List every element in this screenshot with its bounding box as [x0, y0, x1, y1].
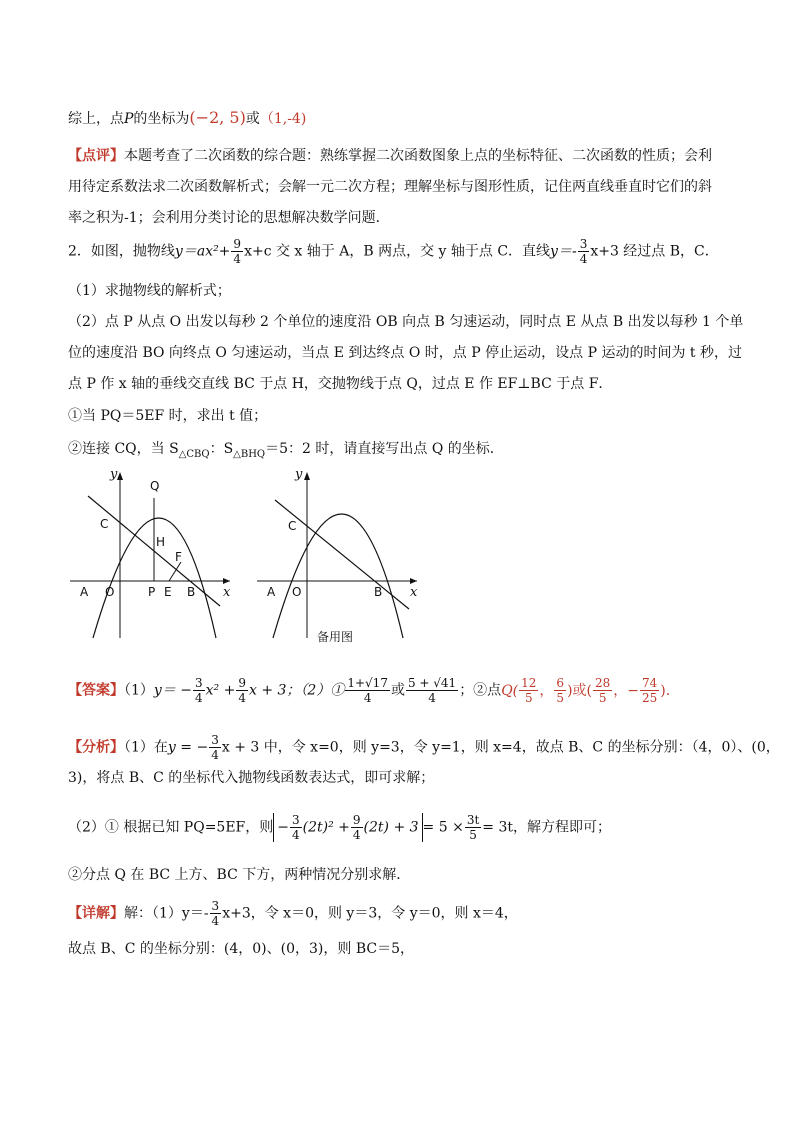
fraction: $\frac{3}{4}$	[211, 733, 219, 762]
fraction: $\frac{6}{5}$	[556, 676, 565, 705]
label-e: E	[164, 585, 172, 599]
fraction: $\frac{3t}{5}$	[466, 813, 480, 842]
comment-text-1: 本题考查了二次函数的综合题：熟练掌握二次函数图象上点的坐标特征、二次函数的性质；会利	[124, 148, 712, 164]
fraction: $\frac{3}{4}$	[211, 899, 220, 928]
comment-line-1	[68, 146, 712, 166]
analysis-line-3	[68, 813, 611, 842]
summary-text-2: 的坐标为	[133, 111, 190, 127]
answer-y: y＝ −	[153, 682, 193, 699]
label-p: P	[148, 585, 156, 599]
label-x-2: x	[410, 585, 418, 600]
detail-text-b: x+3，令 x＝0，则 y＝3，令 y＝0，则 x＝4，	[222, 905, 518, 922]
fraction: $\frac{3}{4}$	[292, 813, 300, 842]
analysis-text-a: （1）在	[124, 739, 168, 756]
analysis-text-2: 3)，将点 B、C 的坐标代入抛物线函数表达式，即可求解；	[68, 770, 435, 786]
question-2-line-3	[68, 374, 612, 394]
label-x: x	[223, 585, 231, 600]
line-eq: y＝-	[550, 243, 577, 260]
label-c-2: C	[288, 519, 297, 533]
abs-term-1: (2t)² +	[302, 819, 350, 836]
label-b-2: B	[374, 585, 383, 599]
label-o: O	[105, 585, 115, 599]
comment-line-3	[68, 208, 390, 228]
question-1	[68, 281, 231, 301]
abs-neg: −	[277, 819, 290, 836]
summary-line	[68, 108, 306, 129]
comment-text-3: 率之积为-1；会利用分类讨论的思想解决数学问题．	[68, 210, 390, 226]
sub-question-2-text: ②连接 CQ，当 S	[68, 441, 179, 457]
comment-tag: 【点评】	[68, 148, 124, 164]
analysis-line-2	[68, 768, 434, 788]
answer-x2: x² +	[205, 682, 236, 699]
analysis-text-b: x + 3 中，令 x=0，则 y=3，令 y=1，则 x=4，故点 B、C 的坐标分别：（4，0）、(0，	[221, 739, 780, 756]
or-text: 或	[245, 111, 260, 127]
absolute-value	[273, 813, 422, 842]
answer-sep: ；②点	[459, 682, 502, 699]
fraction: $\frac{1+√17}{4}$	[347, 676, 388, 705]
sub-question-1-text: ①当 PQ＝5EF 时，求出 t 值；	[68, 408, 268, 424]
analysis-line-1	[68, 733, 780, 762]
sub-question-2-text-3: ＝5：2 时，请直接写出点 Q 的坐标．	[265, 441, 504, 457]
problem-text: x+c 交 x 轴于 A，B 两点，交 y 轴于点 C．直线	[244, 243, 551, 260]
comment-line-2	[68, 177, 712, 197]
sub-question-2-text-2: ：S	[209, 441, 234, 457]
coordinate-2: （1,-4)	[259, 111, 307, 127]
question-2-text-1: （2）点 P 从点 O 出发以每秒 2 个单位的速度沿 OB 向点 B 匀速运动，同时点 E 从点 B 出发以每秒 1 个单	[68, 314, 744, 330]
answer-end: ).	[660, 682, 671, 699]
comment-text-2: 用待定系数法求二次函数解析式；会解一元二次方程；理解坐标与图形性质，记住两直线垂直时它们的斜	[68, 179, 712, 195]
answer-or-2: )或(	[567, 682, 592, 699]
question-1-text: （1）求抛物线的解析式；	[68, 283, 231, 299]
question-2-line-1	[68, 312, 743, 332]
problem-line-1	[68, 237, 719, 266]
problem-number: 2．如图，抛物线	[68, 243, 175, 260]
answer-line	[68, 676, 670, 705]
answer-comma: ，	[539, 682, 554, 699]
label-c: C	[100, 517, 109, 531]
label-o-2: O	[292, 585, 302, 599]
analysis-text-4: = 3t，解方程即可；	[482, 819, 612, 836]
parabola-eq: y＝ax²+	[174, 243, 231, 260]
answer-tag: 【答案】	[68, 682, 124, 699]
figure-main	[68, 468, 248, 640]
label-f: F	[175, 550, 182, 564]
label-b: B	[187, 585, 196, 599]
subscript-cbq: △CBQ	[178, 448, 210, 460]
figure-caption: 备用图	[317, 630, 354, 644]
fraction: $\frac{9}{4}$	[238, 676, 246, 705]
fraction: $\frac{5 + √41}{4}$	[407, 676, 457, 705]
question-2-line-2	[68, 343, 742, 363]
question-2-text-2: 位的速度沿 BO 向终点 O 匀速运动，当点 E 到达终点 O 时，点 P 停止运动，设点 P 运动的时间为 t 秒，过	[68, 345, 742, 361]
analysis-eq: = 5 ×	[422, 819, 464, 836]
detail-line-1	[68, 899, 518, 928]
label-h: H	[156, 535, 166, 549]
summary-text: 综上，点	[68, 111, 124, 127]
sub-question-2	[68, 439, 504, 465]
figure-spare	[255, 468, 435, 648]
fraction: $\frac{12}{5}$	[521, 676, 537, 705]
analysis-line-4	[68, 865, 410, 885]
label-y-2: y	[295, 468, 303, 482]
answer-tail: x + 3；（2）①	[249, 682, 345, 699]
analysis-text-3: （2）① 根据已知 PQ=5EF，则	[68, 819, 274, 836]
question-2-text-3: 点 P 作 x 轴的垂线交直线 BC 于点 H，交抛物线于点 Q，过点 E 作 EF⊥BC 于点 F．	[68, 376, 613, 392]
label-a-2: A	[267, 585, 276, 599]
label-a: A	[80, 585, 89, 599]
label-y: y	[110, 468, 118, 482]
detail-line-2	[68, 939, 414, 959]
abs-term-2: (2t) + 3	[363, 819, 419, 836]
analysis-y: y = −	[167, 739, 209, 756]
fraction: $\frac{74}{25}$	[642, 676, 658, 705]
fraction: $\frac{9}{4}$	[233, 237, 242, 266]
problem-text-2: x+3 经过点 B，C．	[590, 243, 719, 260]
fraction: $\frac{9}{4}$	[352, 813, 361, 842]
point-p: P	[124, 111, 134, 127]
detail-text-2: 故点 B、C 的坐标分别：(4，0)、(0，3)，则 BC＝5，	[68, 941, 414, 957]
fraction: $\frac{3}{4}$	[195, 676, 203, 705]
answer-neg: ，−	[613, 682, 640, 699]
coordinate-1: (−2, 5)	[189, 108, 246, 127]
answer-or: 或	[390, 682, 405, 699]
analysis-tag: 【分析】	[68, 739, 124, 756]
analysis-text-5: ②分点 Q 在 BC 上方、BC 下方，两种情况分别求解．	[68, 867, 411, 883]
answer-q: Q(	[501, 682, 519, 699]
label-q: Q	[150, 479, 160, 493]
detail-tag: 【详解】	[68, 905, 124, 922]
detail-text-a: 解：（1）y＝-	[124, 905, 209, 922]
fraction: $\frac{3}{4}$	[579, 237, 588, 266]
answer-part-1: （1）	[124, 682, 154, 699]
fraction: $\frac{28}{5}$	[595, 676, 611, 705]
sub-question-1	[68, 406, 267, 426]
subscript-bhq: △BHQ	[233, 448, 266, 460]
